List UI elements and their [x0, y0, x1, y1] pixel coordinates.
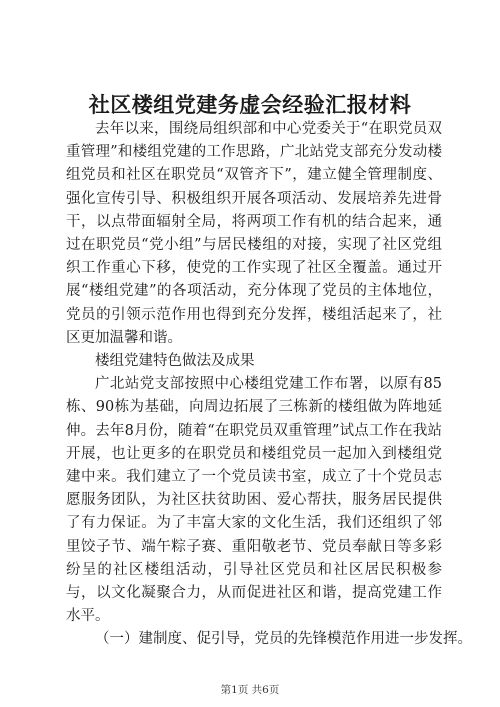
intro-paragraph: 去年以来，围绕局组织部和中心党委关于“在职党员双重管理”和楼组党建的工作思路，广北站党支部充分发动楼组党员和社区在职党员“双管齐下”，建立健全管理制度、强化宣传引导、积极组织开展各项活动、发展培养先进骨干，以点带面辐射全局，将两项工作有机的结合起来，通过在职党员“党小组”与居民楼组的对接，实现了社区党组织工作重心下移，使党的工作实现了社区全覆盖。通过开展“楼组党建”的各项活动，充分体现了党员的主体地位，党员的引领示范作用也得到充分发挥，楼组活起来了，社区更加温馨和谐。 — [66, 121, 442, 346]
section-heading-one: （一）建制度、促引导，党员的先锋模范作用进一步发挥。 — [95, 631, 472, 648]
section-subheading: 楼组党建特色做法及成果 — [95, 353, 255, 370]
document-body — [66, 118, 472, 652]
page-footer: 第1页 共6页 — [220, 684, 280, 696]
practice-paragraph: 广北站党支部按照中心楼组党建工作布署，以原有85栋、90栋为基础，向周边拓展了三栋新的楼组做为阵地延伸。去年8月份，随着“在职党员双重管理”试点工作在我站开展，也让更多的在职党员和楼组党员一起加入到楼组党建中来。我们建立了一个党员读书室，成立了十个党员志愿服务团队，为社区扶贫助困、爱心帮扶，服务居民提供了有力保证。为了丰富大家的文化生活，我们还组织了邻里饺子节、端午粽子赛、重阳敬老节、党员奉献日等多彩纷呈的社区楼组活动，引导社区党员和社区居民积极参与，以文化凝聚合力，从而促进社区和谐，提高党建工作水平。 — [66, 376, 442, 625]
document-title: 社区楼组党建务虚会经验汇报材料 — [88, 92, 412, 117]
